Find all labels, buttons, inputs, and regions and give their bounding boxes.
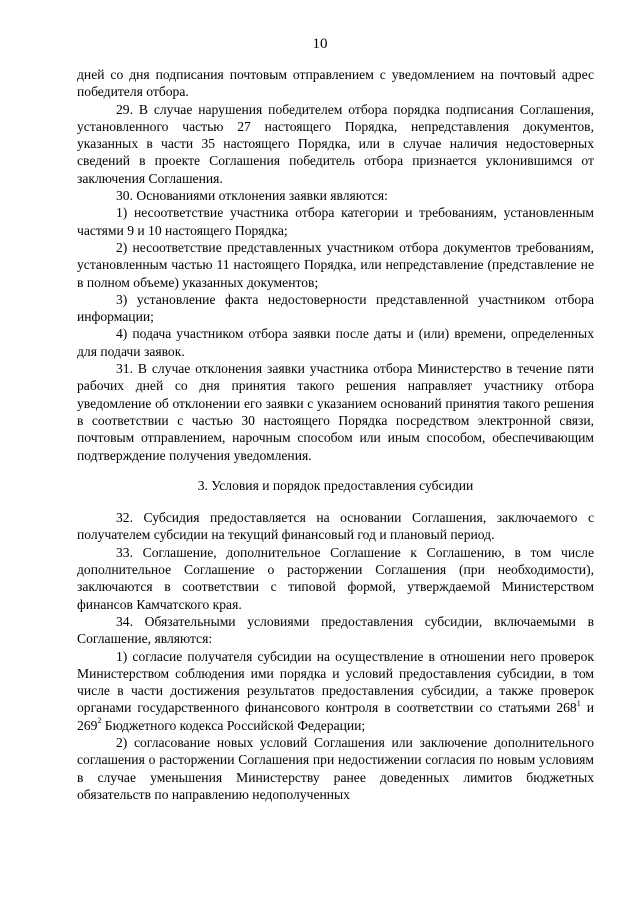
superscript-1: 1 bbox=[576, 698, 581, 708]
item-1-text-middle: и 269 bbox=[77, 700, 594, 733]
superscript-2: 2 bbox=[97, 716, 102, 726]
paragraph-continuation: дней со дня подписания почтовым отправлением с уведомлением на почтовый адрес победителя отбора. bbox=[77, 67, 594, 100]
paragraph-31: 31. В случае отклонения заявки участника отбора Министерство в течение пяти рабочих дней со дня принятия такого решения направляет участнику отбора уведомление об отклонении его заявки с указанием оснований принятия такого решения в соответствии с частью 30 настоящего Порядка посредством электронной связи, почтовым отправлением, нарочным способом или иным способом, обеспечивающим подтверждение получения уведомления. bbox=[77, 361, 594, 463]
paragraph-30-item-3: 3) установление факта недостоверности представленной участником отбора информации; bbox=[77, 291, 594, 325]
paragraph-30: 30. Основаниями отклонения заявки являются: bbox=[116, 188, 388, 204]
paragraph-29: 29. В случае нарушения победителем отбора порядка подписания Соглашения, установленного частью 27 настоящего Порядка, непредставления документов, указанных в части 35 настоящего Порядка, или в случае наличия недостоверных сведений в проекте Соглашения победитель отбора признается уклонившимся от заключения Соглашения. bbox=[77, 101, 594, 186]
paragraph-30-item-1: 1) несоответствие участника отбора категории и требованиям, установленным частями 9 и 10 настоящего Порядка; bbox=[77, 205, 594, 238]
paragraph-34-item-1 bbox=[77, 648, 594, 734]
paragraph-30-item-2: 2) несоответствие представленных участником отбора документов требованиям, установленным частью 11 настоящего Порядка, или непредставление (представление не в полном объеме) указанных документов; bbox=[77, 239, 594, 290]
paragraph-30-item-4: 4) подача участником отбора заявки после даты и (или) времени, определенных для подачи заявок. bbox=[77, 326, 594, 359]
paragraph-32: 32. Субсидия предоставляется на основании Соглашения, заключаемого с получателем субсидии на текущий финансовый год и плановый период. bbox=[77, 510, 594, 543]
document-body bbox=[77, 66, 594, 803]
paragraph-34-item-2: 2) согласование новых условий Соглашения или заключение дополнительного соглашения о расторжении Соглашения при недостижении согласия по новым условиям в случае уменьшения Министерству ранее доведенных лимитов бюджетных обязательств по направлению недополученных bbox=[77, 734, 594, 802]
section-heading: 3. Условия и порядок предоставления субсидии bbox=[197, 477, 474, 493]
page-number: 10 bbox=[312, 36, 328, 52]
paragraph-33: 33. Соглашение, дополнительное Соглашение к Соглашению, в том числе дополнительное Соглашение о расторжении Соглашения (при необходимости), заключаются в соответствии с типовой формой, утверждаемой Министерством финансов Камчатского края. bbox=[77, 544, 594, 612]
paragraph-34: 34. Обязательными условиями предоставления субсидии, включаемыми в Соглашение, являются: bbox=[77, 613, 594, 647]
item-1-text-end: Бюджетного кодекса Российской Федерации; bbox=[101, 717, 366, 733]
item-1-text-start: 1) согласие получателя субсидии на осуществление в отношении него проверок Министерством соблюдения ими порядка и условий предоставления субсидии, в том числе в части достижения результатов предоставления субсидии, а также проверок органами государственного финансового контроля в соответствии со статьями 268 bbox=[77, 648, 594, 716]
